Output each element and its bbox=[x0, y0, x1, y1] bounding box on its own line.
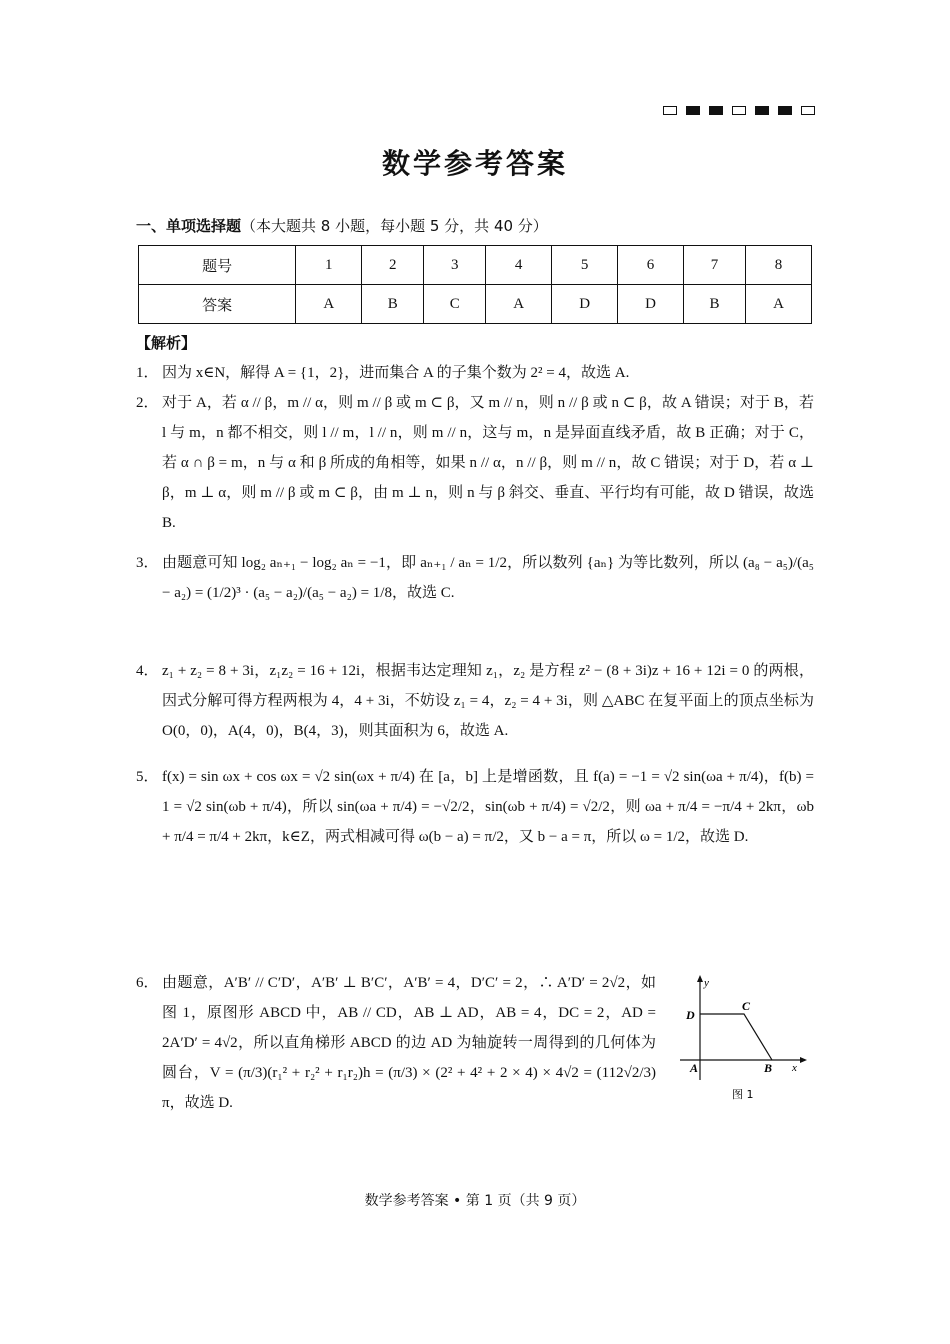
question-number: 8 bbox=[746, 246, 812, 285]
answer-cell: D bbox=[618, 285, 684, 324]
question-number: 1 bbox=[296, 246, 362, 285]
item-number: 4． bbox=[136, 663, 159, 679]
section-note: （本大题共 8 小题，每小题 5 分，共 40 分） bbox=[241, 217, 548, 235]
question-number: 5 bbox=[552, 246, 618, 285]
item-text: 由题意可知 log₂ aₙ₊₁ − log₂ aₙ = −1，即 aₙ₊₁ / aₙ = 1/2，所以数列 {aₙ} 为等比数列，所以 (a₈ − a₅)/(a₅ − a₂) = (1/2)³ · (a₅ − a₂)/(a₅ − a₂) = 1/8，故选 C. bbox=[162, 555, 814, 601]
row-label-number: 题号 bbox=[139, 246, 296, 285]
item-number: 1． bbox=[136, 365, 159, 381]
answer-cell: A bbox=[486, 285, 552, 324]
answer-cell: B bbox=[684, 285, 746, 324]
question-number: 4 bbox=[486, 246, 552, 285]
question-number: 7 bbox=[684, 246, 746, 285]
question-number: 6 bbox=[618, 246, 684, 285]
solution-item bbox=[136, 548, 814, 608]
page-title: 数学参考答案 bbox=[381, 147, 568, 180]
solution-item bbox=[136, 388, 814, 538]
answer-cell: A bbox=[296, 285, 362, 324]
question-number: 3 bbox=[424, 246, 486, 285]
item-text: z₁ + z₂ = 8 + 3i，z₁z₂ = 16 + 12i，根据韦达定理知 z₁，z₂ 是方程 z² − (8 + 3i)z + 16 + 12i = 0 的两根，因式分解可得方程两根为 4，4 + 3i，不妨设 z₁ = 4，z₂ = 4 + 3i，则 △ABC 在复平面上的顶点坐标为 O(0，0)，A(4，0)，B(4，3)，则其面积为 6，故选 A. bbox=[162, 663, 814, 739]
item-text: f(x) = sin ωx + cos ωx = √2 sin(ωx + π/4) 在 [a，b] 上是增函数，且 f(a) = −1 = √2 sin(ωa + π/4)，f(b) = 1 = √2 sin(ωb + π/4)，所以 sin(ωa + π/4) = −√2/2，sin(ωb + π/4) = √2/2，则 ωa + π/4 = −π/4 + 2kπ，ωb + π/4 = π/4 + 2kπ，k∈Z，两式相减可得 ω(b − a) = π/2，又 b − a = π，所以 ω = 1/2，故选 D. bbox=[162, 769, 814, 845]
page-marker bbox=[663, 106, 815, 115]
item-number: 2． bbox=[136, 395, 159, 411]
solution-item bbox=[136, 762, 814, 852]
answer-cell: C bbox=[424, 285, 486, 324]
item-number: 5． bbox=[136, 769, 159, 785]
marker-square-filled bbox=[709, 106, 723, 115]
label-A: A bbox=[690, 1061, 699, 1075]
marker-square-filled bbox=[755, 106, 769, 115]
marker-square-open bbox=[663, 106, 677, 115]
answer-cell: A bbox=[746, 285, 812, 324]
solution-item bbox=[136, 358, 814, 388]
analysis-label: 【解析】 bbox=[136, 334, 197, 352]
page-footer: 数学参考答案 • 第 1 页（共 9 页） bbox=[364, 1193, 586, 1209]
answer-cell: B bbox=[362, 285, 424, 324]
table-row-answers bbox=[139, 285, 812, 324]
marker-square-open bbox=[732, 106, 746, 115]
question-number: 2 bbox=[362, 246, 424, 285]
answer-table bbox=[138, 245, 812, 324]
item-text: 对于 A，若 α // β，m // α，则 m // β 或 m ⊂ β，又 m // n，则 n // β 或 n ⊂ β，故 A 错误；对于 B，若 l 与 m，n 都不相交，则 l // m，l // n，则 m // n，这与 m，n 是异面直线矛盾，故 B 正确；对于 C，若 α ∩ β = m，n 与 α 和 β 所成的角相等，如果 n // α，n // β，则 m // n，故 C 错误；对于 D，若 α ⊥ β，m ⊥ α，则 m // β 或 m ⊂ β，由 m ⊥ n，则 n 与 β 斜交、垂直、平行均有可能，故 D 错误，故选 B. bbox=[162, 395, 814, 531]
answer-cell: D bbox=[552, 285, 618, 324]
label-C: C bbox=[742, 999, 751, 1013]
row-label-answer: 答案 bbox=[139, 285, 296, 324]
solution-item bbox=[136, 968, 656, 1118]
label-y: y bbox=[704, 977, 709, 989]
marker-square-filled bbox=[778, 106, 792, 115]
table-row-numbers bbox=[139, 246, 812, 285]
marker-square-filled bbox=[686, 106, 700, 115]
x-axis-arrow bbox=[800, 1057, 807, 1063]
label-D: D bbox=[686, 1008, 695, 1022]
trapezoid-outline bbox=[700, 1014, 772, 1060]
label-B: B bbox=[764, 1061, 773, 1075]
item-number: 6． bbox=[136, 975, 159, 991]
section-label: 一、单项选择题 bbox=[136, 217, 242, 235]
section-heading bbox=[136, 215, 548, 236]
item-text: 由题意，A′B′ // C′D′，A′B′ ⊥ B′C′，A′B′ = 4，D′C′ = 2，∴ A′D′ = 2√2，如图 1，原图形 ABCD 中，AB // CD，AB ⊥ AD，AB = 4，DC = 2，AD = 2A′D′ = 4√2，所以直角梯形 ABCD 的边 AD 为轴旋转一周得到的几何体为圆台，V = (π/3)(r₁² + r₂² + r₁r₂)h = (π/3) × (2² + 4² + 2 × 4) × 4√2 = (112√2/3) π，故选 D. bbox=[162, 975, 656, 1111]
figure-caption: 图 1 bbox=[732, 1088, 754, 1101]
item-number: 3． bbox=[136, 555, 159, 571]
marker-square-open bbox=[801, 106, 815, 115]
label-x: x bbox=[792, 1062, 797, 1074]
item-text: 因为 x∈N，解得 A = {1，2}，进而集合 A 的子集个数为 2² = 4，故选 A. bbox=[162, 365, 630, 381]
y-axis-arrow bbox=[697, 975, 703, 982]
solution-item bbox=[136, 656, 814, 746]
trapezoid-figure bbox=[672, 972, 812, 1112]
